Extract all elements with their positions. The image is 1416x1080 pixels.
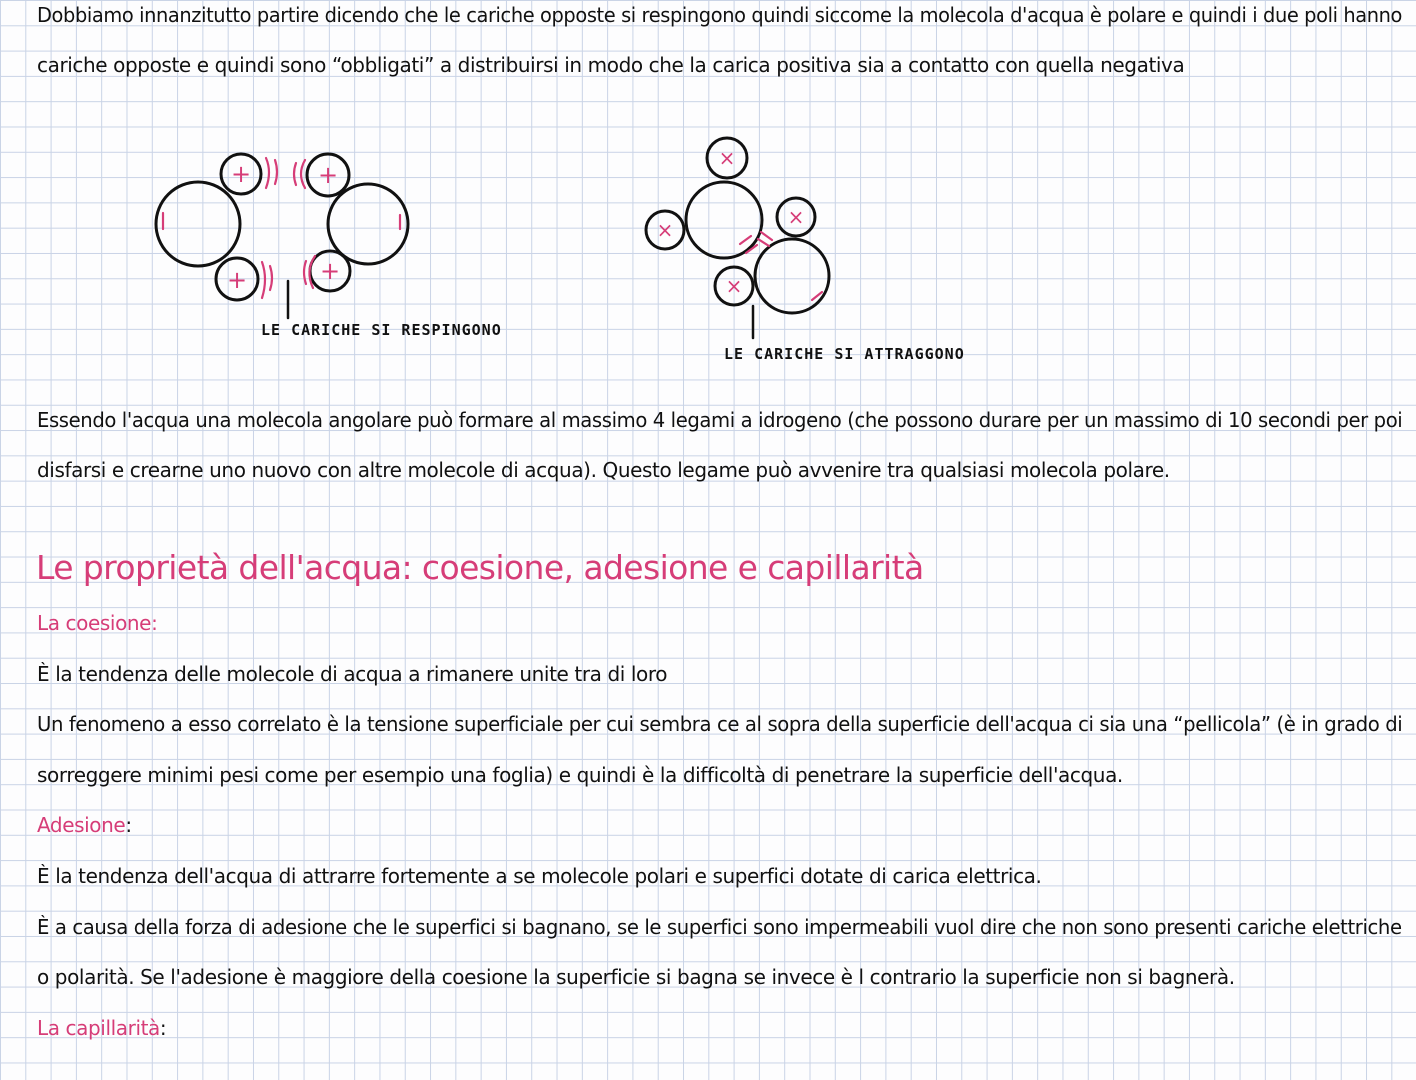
adesione-line-2: o polarità. Se l'adesione è maggiore della coesione la superficie si bagna se invece è l contrario la superficie non si bagnerà. (37, 965, 1235, 989)
coesione-line-1: Un fenomeno a esso correlato è la tensione superficiale per cui sembra ce al sopra della superficie dell'acqua ci sia una “pellicola” (è in grado di (37, 712, 1403, 736)
charge-plus-4: + (319, 257, 341, 285)
charge-x-4: × (725, 274, 743, 298)
charge-x-1: × (718, 146, 736, 170)
adesione-colon: : (125, 813, 132, 837)
capillarita-title-row (37, 1014, 166, 1042)
adesione-line-1: È a causa della forza di adesione che le superfici si bagnano, se le superfici sono impermeabili vuol dire che non sono presenti cariche elettriche (37, 915, 1402, 939)
coesione-definition: È la tendenza delle molecole di acqua a rimanere unite tra di loro (37, 662, 668, 686)
molecules-diagram (0, 0, 1416, 380)
charge-x-3: × (787, 205, 805, 229)
repulsion-diagram (156, 154, 408, 318)
caption-repel: LE CARICHE SI RESPINGONO (261, 321, 502, 339)
adesione-definition: È la tendenza dell'acqua di attrarre fortemente a se molecole polari e superfici dotate di carica elettrica. (37, 864, 1042, 888)
capillarita-title: La capillarità (37, 1016, 160, 1040)
oxygen-left (156, 182, 240, 266)
intro-line-1: Dobbiamo innanzitutto partire dicendo che le cariche opposte si respingono quindi siccome la molecola d'acqua è polare e quindi i due poli hanno (37, 3, 1403, 27)
coesione-line-2: sorreggere minimi pesi come per esempio una foglia) e quindi è la difficoltà di penetrare la superficie dell'acqua. (37, 763, 1123, 787)
adesione-title: Adesione (37, 813, 126, 837)
para2-line-1: Essendo l'acqua una molecola angolare può formare al massimo 4 legami a idrogeno (che possono durare per un massimo di 10 secondi per poi (37, 408, 1403, 432)
section-heading: Le proprietà dell'acqua: coesione, adesione e capillarità (36, 548, 924, 587)
caption-attract: LE CARICHE SI ATTRAGGONO (724, 345, 965, 363)
charge-plus-3: + (317, 161, 339, 189)
charge-x-2: × (656, 218, 674, 242)
charge-plus-2: + (226, 266, 248, 294)
oxygen-top (686, 182, 762, 258)
adesione-title-row (37, 811, 132, 839)
oxygen-bottom (755, 239, 829, 313)
coesione-title: La coesione: (37, 611, 158, 635)
attraction-diagram (646, 138, 829, 338)
para2-line-2: disfarsi e crearne uno nuovo con altre molecole di acqua). Questo legame può avvenire tra qualsiasi molecola polare. (37, 458, 1170, 482)
intro-line-2: cariche opposte e quindi sono “obbligati” a distribuirsi in modo che la carica positiva sia a contatto con quella negativa (37, 53, 1185, 77)
capillarita-colon: : (159, 1016, 167, 1040)
charge-plus-1: + (230, 160, 252, 188)
